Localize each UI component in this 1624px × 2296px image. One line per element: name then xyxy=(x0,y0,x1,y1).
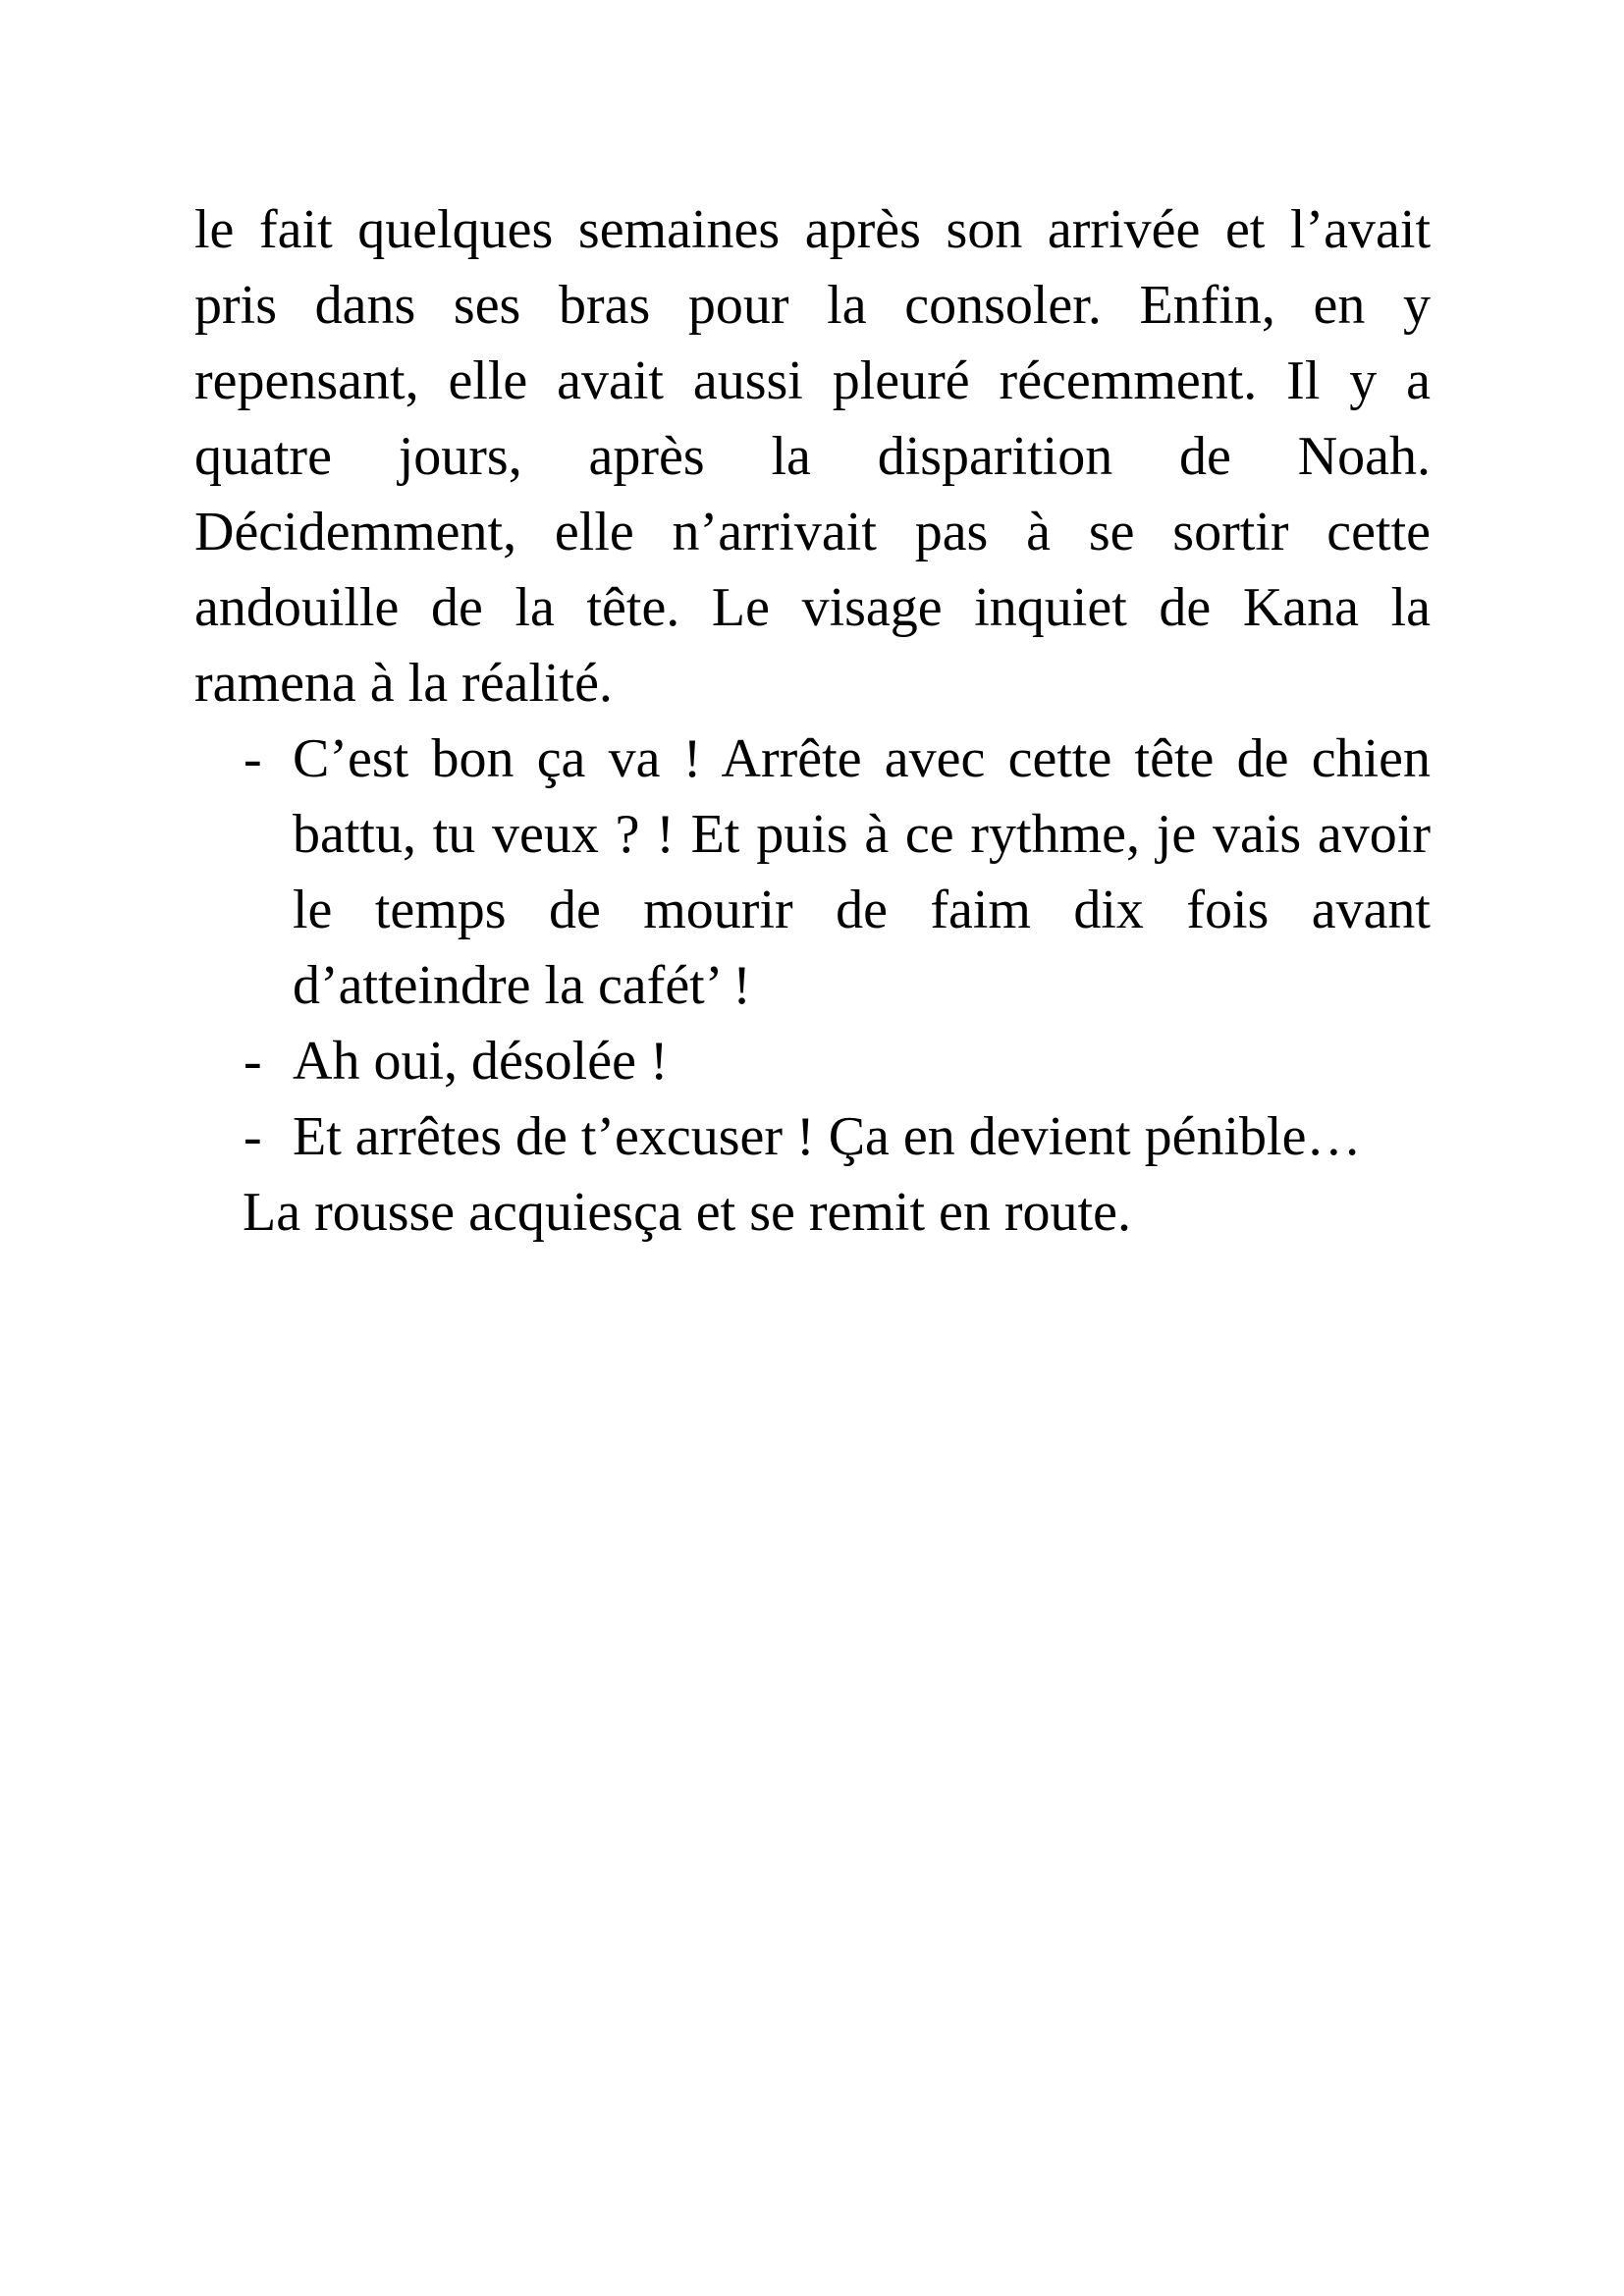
dialogue-line-3 xyxy=(194,1099,1431,1175)
dialogue-dash: - xyxy=(244,1106,262,1167)
text-line: Ah oui, désolée ! xyxy=(293,1031,669,1092)
text-line: le temps de mourir de faim dix fois avant xyxy=(293,880,1431,940)
text-line: quatre jours, après la disparition de Noah. xyxy=(194,426,1431,487)
text-line: repensant, elle avait aussi pleuré récemment. Il y a xyxy=(194,350,1431,411)
text-line: battu, tu veux ? ! Et puis à ce rythme, je vais avoir xyxy=(293,804,1431,865)
dialogue-dash: - xyxy=(244,1031,262,1092)
text-line: Et arrêtes de t’excuser ! Ça en devient pénible… xyxy=(293,1106,1362,1167)
dialogue-dash: - xyxy=(244,728,262,789)
closing-paragraph xyxy=(194,1175,1431,1251)
text-line: pris dans ses bras pour la consoler. Enfin, en y xyxy=(194,275,1431,336)
dialogue-line-2 xyxy=(194,1024,1431,1099)
text-line: andouille de la tête. Le visage inquiet de Kana la xyxy=(194,577,1431,638)
dialogue-line-1 xyxy=(194,721,1431,1024)
narrative-paragraph xyxy=(194,192,1431,721)
text-line: d’atteindre la cafét’ ! xyxy=(293,955,751,1016)
text-line: La rousse acquiesça et se remit en route. xyxy=(243,1182,1131,1243)
page-body xyxy=(194,192,1431,1251)
text-line: ramena à la réalité. xyxy=(194,653,613,714)
text-line: le fait quelques semaines après son arrivée et l’avait xyxy=(194,199,1431,260)
text-line: C’est bon ça va ! Arrête avec cette tête de chien xyxy=(293,728,1431,789)
text-line: Décidemment, elle n’arrivait pas à se sortir cette xyxy=(194,502,1431,562)
